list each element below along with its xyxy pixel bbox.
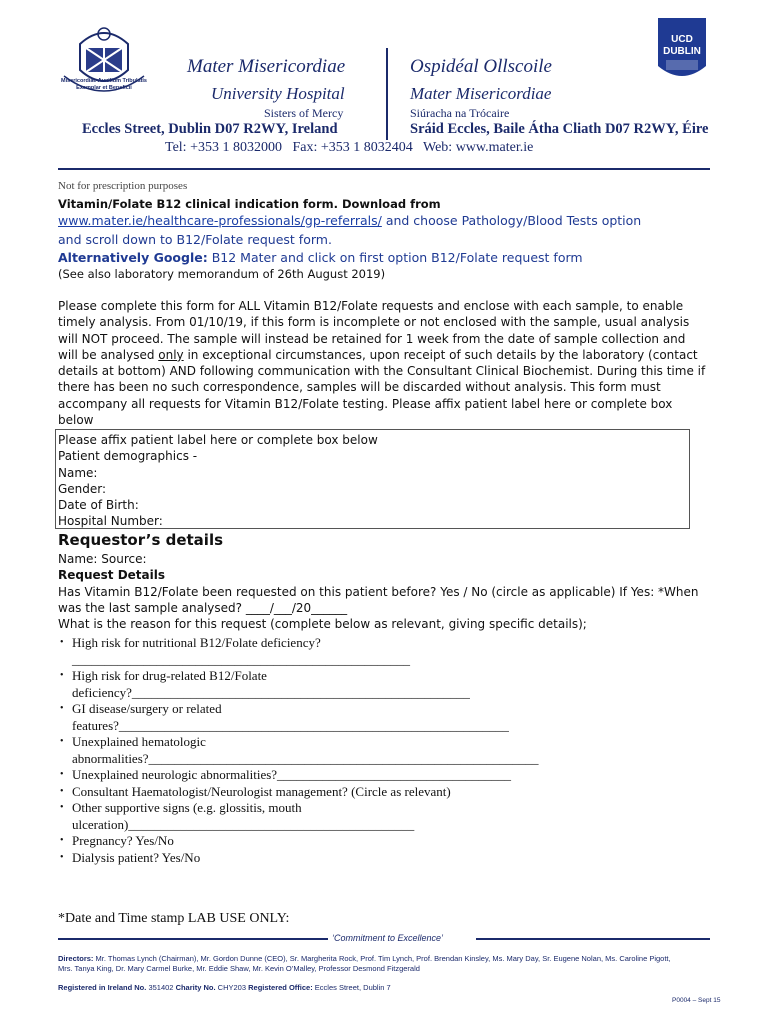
- mater-crest-logo: [50, 14, 158, 114]
- previous-request-question: Has Vitamin B12/Folate been requested on this patient before? Yes / No (circle as applicable) If Yes: *When: [58, 584, 699, 599]
- alternative-label: Alternatively Google:: [58, 250, 208, 265]
- memo-line: (See also laboratory memorandum of 26th August 2019): [58, 267, 386, 281]
- requestor-block: [58, 551, 699, 632]
- gp-referrals-link[interactable]: www.mater.ie/healthcare-professionals/gp-referrals/: [58, 213, 382, 228]
- footer-rule-right: [476, 938, 710, 940]
- reason-text: • Unexplained neurologic abnormalities?____________________________________: [72, 767, 512, 782]
- instructions-paragraph: [58, 298, 706, 428]
- directors-label: Directors:: [58, 954, 94, 963]
- reason-question: What is the reason for this request (complete below as relevant, giving specific details);: [58, 617, 587, 632]
- requestor-heading: Requestor’s details: [58, 531, 224, 549]
- affix-label: Please affix patient label here or complete box below: [58, 433, 378, 447]
- alternative-text: B12 Mater and click on first option B12/Folate request form: [207, 250, 583, 265]
- address-ga: Sráid Eccles, Baile Átha Cliath D07 R2WY, Éire: [410, 121, 709, 137]
- crest-motto: Misericordiae Auxilium Tribulatis Exemplar et Beneficii: [61, 78, 147, 91]
- address-en: Eccles Street, Dublin D07 R2WY, Ireland: [82, 121, 338, 137]
- download-line: [58, 213, 641, 228]
- reason-blank: ____________________________________________________: [72, 651, 410, 667]
- hospital-name-en: Mater Misericordiae: [187, 56, 346, 77]
- reason-text: • Other supportive signs (e.g. glossitis, mouth: [72, 800, 302, 815]
- registration-line: [58, 983, 391, 993]
- contact-line: Tel: +353 1 8032000 Fax: +353 1 8032404 Web: www.mater.ie: [165, 140, 534, 155]
- not-for-prescription: Not for prescription purposes: [58, 180, 188, 192]
- para-line: there has been no such correspondence, samples will be discarded without analysis. This form must: [58, 380, 661, 395]
- form-title: Vitamin/Folate B12 clinical indication form. Download from: [58, 197, 441, 211]
- name-field-label: Name:: [58, 465, 98, 480]
- reason-text: • Dialysis patient? Yes/No: [72, 849, 201, 865]
- reason-item[interactable]: [60, 767, 700, 784]
- hospital-sub-ga: Mater Misericordiae: [410, 84, 552, 103]
- para-line: details at bottom) AND following communication with the Consultant Clinical Biochemist. During this time if: [58, 364, 706, 379]
- date-stamp-label: *Date and Time stamp LAB USE ONLY:: [58, 911, 290, 926]
- reason-item[interactable]: [60, 850, 700, 867]
- directors-line: [58, 954, 718, 964]
- charity-label: Charity No.: [175, 983, 216, 992]
- footer-rule-left: [58, 938, 328, 940]
- para-line: [58, 347, 698, 363]
- reason-item[interactable]: [60, 701, 700, 734]
- reason-item[interactable]: [60, 800, 700, 833]
- reason-item[interactable]: [60, 833, 700, 850]
- dob-field-label: Date of Birth:: [58, 498, 139, 513]
- reason-item[interactable]: [60, 668, 700, 701]
- directors-block: [58, 954, 718, 974]
- reason-text: • Pregnancy? Yes/No: [72, 833, 174, 848]
- reason-item[interactable]: [60, 734, 700, 767]
- ucd-logo: [656, 16, 708, 86]
- reason-blank: ulceration)____________________________________________: [72, 816, 415, 832]
- gender-field-label: Gender:: [58, 481, 107, 496]
- para-line: will NOT proceed. The sample will instead be retained for 1 week from the date of sample collection and: [58, 331, 686, 346]
- header-divider: [386, 48, 388, 140]
- para-line: below: [58, 413, 94, 428]
- motto: ‘Commitment to Excellence’: [332, 933, 444, 943]
- reason-text: • Consultant Haematologist/Neurologist management? (Circle as relevant): [72, 783, 451, 799]
- sisters-en: Sisters of Mercy: [264, 106, 344, 120]
- last-sample-question: was the last sample analysed? ____/___/20______: [58, 600, 348, 615]
- para-line: timely analysis. From 01/10/19, if this form is incomplete or not enclosed with the sample, usual analysis: [58, 315, 690, 330]
- patient-box-content: [58, 432, 378, 530]
- para-only: only: [158, 347, 184, 362]
- scroll-line: and scroll down to B12/Folate request form.: [58, 232, 332, 247]
- reasons-list: [60, 635, 700, 866]
- hospital-number-field-label: Hospital Number:: [58, 514, 163, 529]
- alternative-line: [58, 250, 583, 265]
- reason-text: • High risk for nutritional B12/Folate deficiency?: [72, 635, 321, 650]
- reg-no: 351402: [146, 983, 176, 992]
- demographics-label: Patient demographics -: [58, 449, 198, 464]
- office: Eccles Street, Dublin 7: [312, 983, 391, 992]
- reason-item[interactable]: [60, 635, 700, 668]
- header-rule: [58, 168, 710, 170]
- reason-item[interactable]: [60, 784, 700, 801]
- request-details-label: Request Details: [58, 568, 166, 583]
- reason-text: • GI disease/surgery or related: [72, 701, 222, 716]
- download-suffix: and choose Pathology/Blood Tests option: [381, 213, 642, 228]
- para-text: will be analysed: [58, 347, 159, 362]
- reason-blank: features?____________________________________________________________: [72, 717, 509, 733]
- reason-blank: deficiency?____________________________________________________: [72, 684, 470, 700]
- directors-line-2: Mrs. Tanya King, Dr. Mary Carmel Burke, Mr. Eddie Shaw, Mr. Kevin O’Malley, Professor Desmond Fitzgerald: [58, 964, 420, 973]
- reason-text: • Unexplained hematologic: [72, 734, 206, 749]
- charity-no: CHY203: [215, 983, 249, 992]
- para-text: in exceptional circumstances, upon receipt of such details by the laboratory (contact: [183, 347, 698, 362]
- form-code: P0004 – Sept 15: [672, 997, 721, 1004]
- reg-label: Registered in Ireland No.: [58, 983, 147, 992]
- para-line: accompany all requests for Vitamin B12/Folate testing. Please affix patient label here or complete box: [58, 396, 673, 411]
- hospital-name-ga: Ospidéal Ollscoile: [410, 56, 552, 77]
- hospital-sub-en: University Hospital: [211, 84, 345, 103]
- sisters-ga: Siúracha na Trócaire: [410, 106, 510, 120]
- name-source-label: Name: Source:: [58, 552, 147, 566]
- reason-text: • High risk for drug-related B12/Folate: [72, 668, 267, 683]
- directors-names: Mr. Thomas Lynch (Chairman), Mr. Gordon Dunne (CEO), Sr. Margherita Rock, Prof. Tim Lynch, Prof. Brendan Kinsley, Ms. Mary Day, Sr. Eugene Nolan, Ms. Caroline Pigott,: [93, 954, 671, 963]
- reason-blank: abnormalities?____________________________________________________________: [72, 750, 539, 766]
- ucd-logo-text: UCD DUBLIN: [663, 34, 701, 57]
- para-line: Please complete this form for ALL Vitamin B12/Folate requests and enclose with each sample, to enable: [58, 299, 684, 313]
- office-label: Registered Office:: [248, 983, 313, 992]
